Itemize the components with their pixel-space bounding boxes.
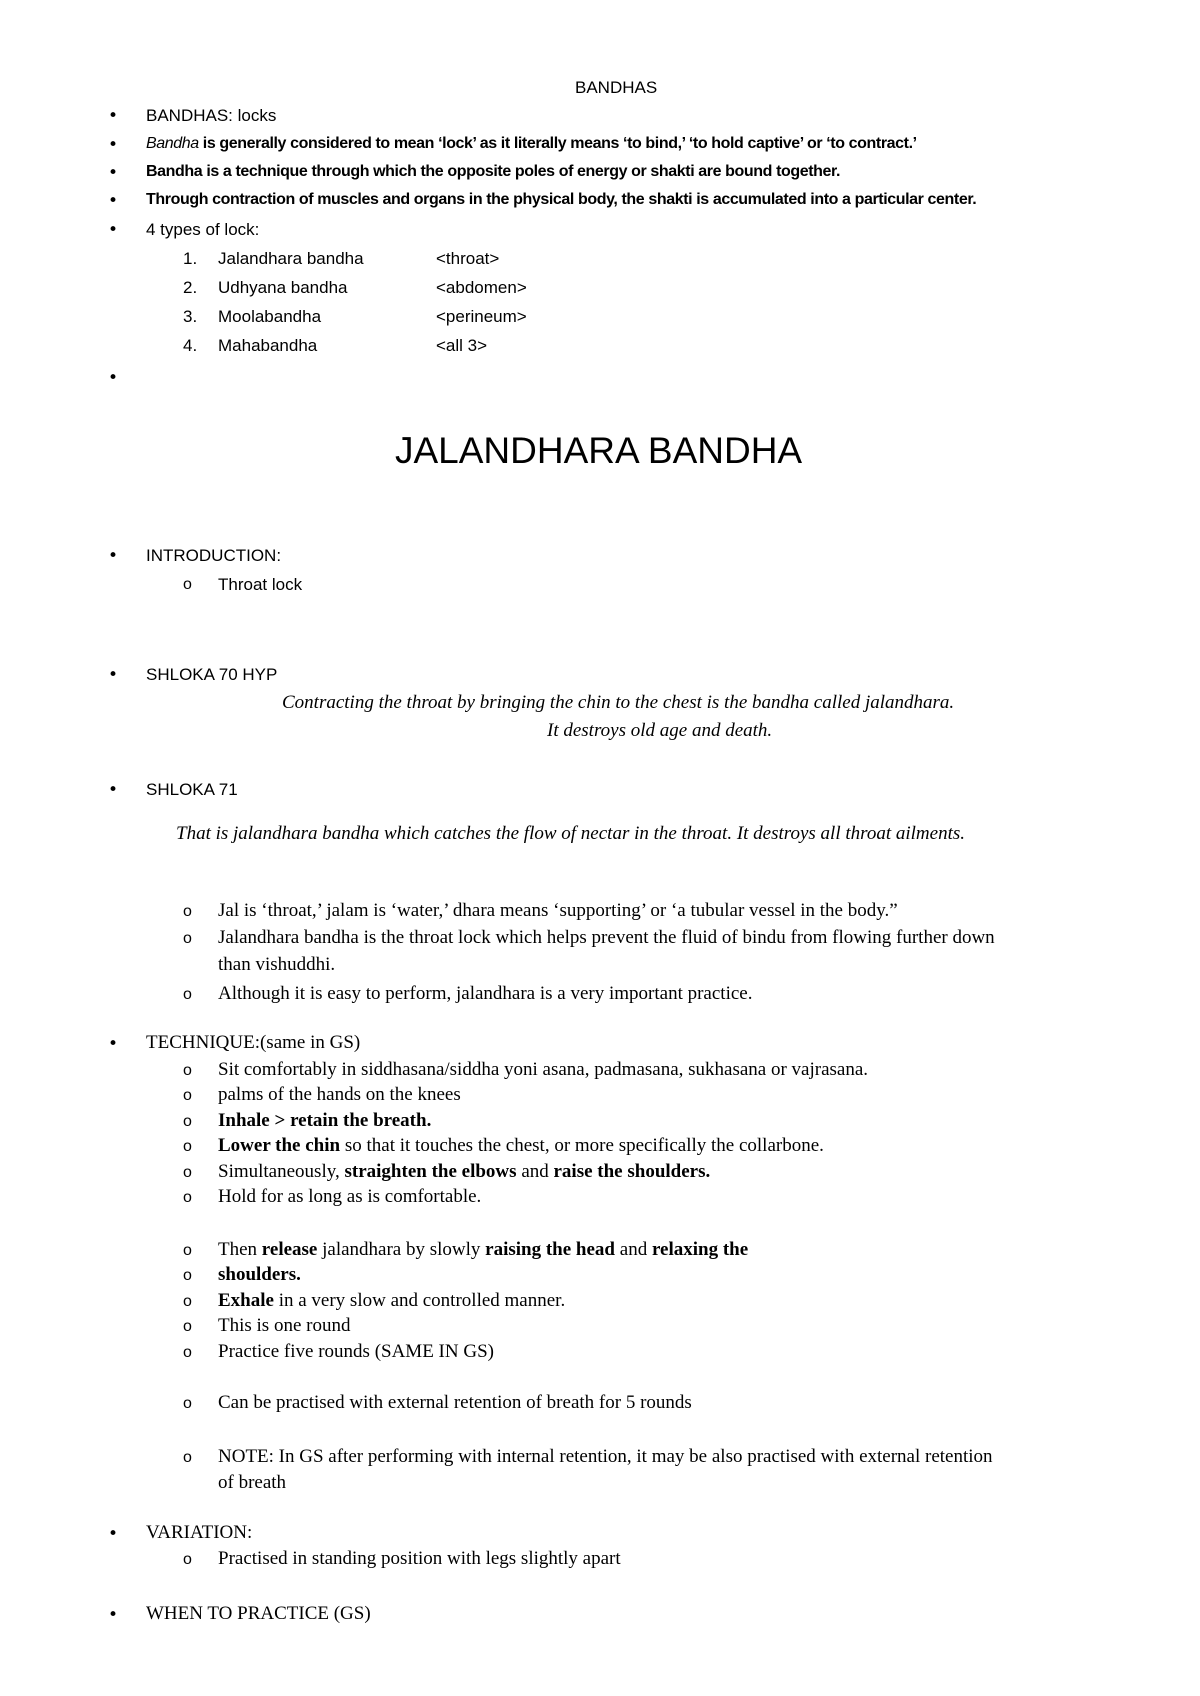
sub-bullet-icon: o: [183, 1189, 192, 1206]
sub-bullet-icon: o: [183, 1344, 192, 1361]
technique-step-release: Then release jalandhara by slowly raising the head and relaxing the: [218, 1239, 749, 1260]
lock-name: Jalandhara bandha: [218, 249, 364, 268]
sub-bullet-icon: o: [183, 1242, 192, 1259]
list-number: 3.: [183, 307, 198, 326]
sub-bullet-icon: o: [183, 1138, 192, 1155]
bullet-icon: •: [108, 106, 119, 126]
bullet-icon: •: [108, 1524, 119, 1544]
technique-step-hold: Hold for as long as is comfortable.: [218, 1186, 482, 1207]
technique-step-shoulders: shoulders.: [218, 1264, 301, 1285]
note-important-practice: Although it is easy to perform, jalandhara is a very important practice.: [218, 983, 753, 1004]
sub-bullet-icon: o: [183, 1293, 192, 1310]
note-throat-lock-line1: Jalandhara bandha is the throat lock which helps prevent the fluid of bindu from flowing further down: [218, 927, 995, 948]
lock-area: <throat>: [436, 249, 500, 268]
bullet-icon: •: [108, 546, 119, 566]
bullet-icon: •: [108, 780, 119, 800]
sub-bullet-icon: o: [183, 930, 192, 947]
variation-item: Practised in standing position with legs slightly apart: [218, 1548, 621, 1569]
sub-bullet-icon: o: [183, 1062, 192, 1079]
sub-bullet-icon: o: [183, 1449, 192, 1466]
technique-step-one-round: This is one round: [218, 1315, 351, 1336]
technique-note-line1: NOTE: In GS after performing with internal retention, it may be also practised with external retention: [218, 1446, 993, 1467]
sub-bullet-icon: o: [183, 1318, 192, 1335]
bullet-icon: •: [108, 191, 119, 211]
lock-name: Moolabandha: [218, 307, 322, 326]
technique-step-sit: Sit comfortably in siddhasana/siddha yoni asana, padmasana, sukhasana or vajrasana.: [218, 1059, 869, 1080]
bullet-contraction: [146, 192, 976, 208]
sub-bullet-icon: o: [183, 1267, 192, 1284]
bullet-icon: •: [108, 135, 119, 155]
bullet-icon: •: [108, 163, 119, 183]
shloka70-verse-line1: Contracting the throat by bringing the chin to the chest is the bandha called jalandhara.: [282, 692, 955, 713]
shloka71-verse: That is jalandhara bandha which catches the flow of nectar in the throat. It destroys all throat ailments.: [176, 823, 965, 844]
lock-area: <perineum>: [436, 307, 527, 326]
introduction-heading: INTRODUCTION:: [146, 546, 282, 565]
contraction-text: Through contraction of muscles and organs in the physical body, the shakti is accumulated into a particular center.: [146, 191, 977, 208]
technique-note-line2: of breath: [218, 1472, 287, 1493]
sub-bullet-icon: o: [183, 903, 192, 920]
bullet-icon: •: [108, 220, 119, 240]
lock-name: Udhyana bandha: [218, 278, 348, 297]
sub-bullet-icon: o: [183, 1551, 192, 1568]
sub-bullet-icon: o: [183, 1164, 192, 1181]
shloka71-heading: SHLOKA 71: [146, 780, 238, 799]
technique-heading: TECHNIQUE:(same in GS): [146, 1032, 361, 1053]
sub-bullet-icon: o: [183, 576, 192, 593]
technique-step-lower-chin: Lower the chin so that it touches the chest, or more specifically the collarbone.: [218, 1135, 824, 1156]
bullet-icon: •: [108, 1605, 119, 1625]
sub-bullet-icon: o: [183, 1087, 192, 1104]
bandha-technique-text: Bandha is a technique through which the opposite poles of energy or shakti are bound together.: [146, 163, 841, 180]
bandha-meaning-text: is generally considered to mean ‘lock’ as it literally means ‘to bind,’ ‘to hold captive’ or ‘to contract.’: [198, 135, 917, 152]
technique-step-palms: palms of the hands on the knees: [218, 1084, 461, 1105]
list-number: 4.: [183, 336, 198, 355]
technique-step-simultaneously: Simultaneously, straighten the elbows and raise the shoulders.: [218, 1161, 711, 1182]
bullet-four-types: 4 types of lock:: [146, 220, 260, 239]
shloka70-heading: SHLOKA 70 HYP: [146, 665, 278, 684]
sub-bullet-icon: o: [183, 986, 192, 1003]
note-throat-lock-line2: than vishuddhi.: [218, 954, 336, 975]
empty-bullet-icon: •: [108, 368, 119, 388]
technique-step-exhale: Exhale in a very slow and controlled manner.: [218, 1290, 566, 1311]
document-title: BANDHAS: [575, 78, 658, 97]
shloka70-verse-line2: It destroys old age and death.: [547, 720, 773, 741]
lock-area: <all 3>: [436, 336, 488, 355]
bullet-bandhas-locks: BANDHAS: locks: [146, 106, 277, 125]
bullet-icon: •: [108, 665, 119, 685]
lock-area: <abdomen>: [436, 278, 527, 297]
technique-step-external-retention: Can be practised with external retention of breath for 5 rounds: [218, 1392, 692, 1413]
when-to-practice-heading: WHEN TO PRACTICE (GS): [146, 1603, 371, 1624]
variation-heading: VARIATION:: [146, 1522, 253, 1543]
section-title: JALANDHARA BANDHA: [395, 430, 803, 471]
technique-step-five-rounds: Practice five rounds (SAME IN GS): [218, 1341, 494, 1362]
lock-name: Mahabandha: [218, 336, 318, 355]
list-number: 1.: [183, 249, 198, 268]
note-jal-meaning: Jal is ‘throat,’ jalam is ‘water,’ dhara means ‘supporting’ or ‘a tubular vessel in the body.”: [218, 900, 898, 921]
introduction-item: Throat lock: [218, 575, 303, 594]
bandha-italic: Bandha: [146, 135, 199, 152]
list-number: 2.: [183, 278, 198, 297]
bullet-bandha-meaning: [146, 136, 917, 152]
sub-bullet-icon: o: [183, 1113, 192, 1130]
sub-bullet-icon: o: [183, 1395, 192, 1412]
bullet-icon: •: [108, 1034, 119, 1054]
bullet-bandha-technique: [146, 164, 840, 180]
technique-step-inhale: Inhale > retain the breath.: [218, 1110, 432, 1131]
